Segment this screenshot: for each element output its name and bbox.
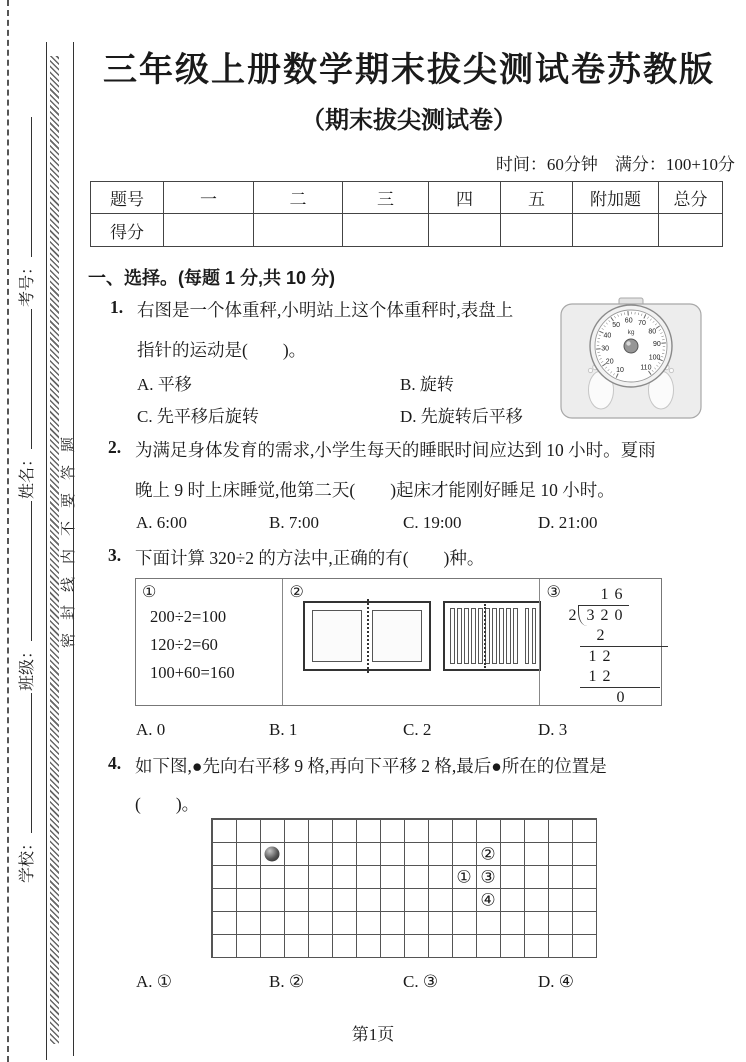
grid-position-label: ② <box>480 844 496 863</box>
division-step: 1 2 <box>580 667 660 688</box>
q1-option-c: C. 先平移后旋转 <box>137 407 259 426</box>
col-header: 三 <box>343 182 429 214</box>
division-bracket-row <box>560 605 656 626</box>
method-1-equations <box>150 603 235 687</box>
q3-option-b: B. 1 <box>269 720 298 739</box>
scale-dial <box>590 305 672 387</box>
q1-option-b: B. 旋转 <box>400 375 454 394</box>
q2-option-b: B. 7:00 <box>269 513 320 532</box>
name-label: 姓名： <box>14 307 37 499</box>
score-cell <box>164 214 254 247</box>
q2-text-line2: 晚上 9 时上床睡觉,他第二天( )起床才能刚好睡足 10 小时。 <box>135 480 615 500</box>
score-cell <box>659 214 723 247</box>
score-label: 得分 <box>91 214 164 247</box>
score-cell <box>501 214 573 247</box>
tens-rods-diagram <box>443 601 541 671</box>
name-blank-line <box>17 309 32 449</box>
ten-rod <box>478 608 483 664</box>
dial-number: 30 <box>601 345 609 353</box>
q3-text-line1: 下面计算 320÷2 的方法中,正确的有( )种。 <box>135 548 485 568</box>
ten-rod <box>471 608 476 664</box>
q3-option-a: A. 0 <box>136 720 166 739</box>
q2-text-line1: 为满足身体发育的需求,小学生每天的睡眠时间应达到 10 小时。夏雨 <box>135 440 656 460</box>
dial-number: 50 <box>612 322 620 330</box>
seal-line-left <box>46 42 47 1060</box>
q2-number: 2. <box>108 437 122 457</box>
dial-number: 100 <box>648 354 661 362</box>
rods-loose <box>525 608 537 664</box>
division-remainder: 0 <box>616 689 626 706</box>
dial-knob-highlight <box>626 341 630 345</box>
dial-number: 40 <box>603 332 612 340</box>
long-division <box>560 585 656 708</box>
ten-rod <box>525 608 530 664</box>
method-2-label: ② <box>289 584 304 601</box>
q2-option-c: C. 19:00 <box>403 513 462 532</box>
score-cell <box>573 214 659 247</box>
dial-number: 60 <box>624 317 633 325</box>
ten-rod <box>450 608 455 664</box>
division-step: 1 2 <box>588 648 612 665</box>
dial-number: 20 <box>605 358 614 366</box>
bathroom-scale-image <box>556 296 706 422</box>
school-label: 学校： <box>14 691 37 883</box>
method-1-panel <box>136 579 282 705</box>
division-dividend: 3 2 0 <box>578 605 629 626</box>
dial-number: 10 <box>616 367 624 374</box>
hundreds-flats-diagram <box>303 601 431 671</box>
ten-rod <box>457 608 462 664</box>
col-header: 题号 <box>91 182 164 214</box>
ten-rod <box>492 608 497 664</box>
class-blank-line <box>17 501 32 641</box>
q1-text-line1: 右图是一个体重秤,小明站上这个体重秤时,表盘上 <box>137 300 514 320</box>
translation-grid <box>211 818 597 958</box>
q3-option-c: C. 2 <box>403 720 432 739</box>
col-header: 二 <box>254 182 343 214</box>
ten-rod <box>532 608 537 664</box>
method-3-panel <box>539 579 661 705</box>
score-cell <box>429 214 501 247</box>
section-1-heading: 一、选择。(每题 1 分,共 10 分) <box>88 268 336 288</box>
method-2-panel <box>282 579 539 705</box>
school-blank-line <box>17 693 32 833</box>
page-title: 三年级上册数学期末拔尖测试卷苏教版 <box>103 51 715 89</box>
ten-rod <box>506 608 511 664</box>
division-step: 2 <box>580 626 668 647</box>
equation: 120÷2=60 <box>150 635 218 654</box>
halving-dotted-line <box>367 599 369 673</box>
page-edge-dashed-line <box>7 0 9 1062</box>
col-header: 附加题 <box>573 182 659 214</box>
q2-option-a: A. 6:00 <box>136 513 187 532</box>
seal-line-right <box>73 42 74 1056</box>
score-cell <box>254 214 343 247</box>
dial-number: 90 <box>653 341 661 349</box>
score-table-score-row <box>91 214 723 247</box>
q1-option-a: A. 平移 <box>137 375 192 394</box>
division-quotient: 1 6 <box>600 586 624 603</box>
hundred-flat <box>312 610 362 662</box>
method-3-label: ③ <box>546 584 561 601</box>
time-score-info: 时间：60分钟 满分：100+10分 <box>495 155 735 174</box>
hundred-flat <box>372 610 422 662</box>
rods-group <box>450 608 518 664</box>
q1-text-line2: 指针的运动是( )。 <box>137 340 307 360</box>
col-header: 四 <box>429 182 501 214</box>
score-table <box>90 181 723 247</box>
col-header: 五 <box>501 182 573 214</box>
class-label: 班级： <box>14 499 37 691</box>
grid-position-label: ③ <box>480 867 496 886</box>
dial-number: 110 <box>640 364 652 372</box>
dial-number: 80 <box>648 328 657 336</box>
q4-option-c: C. ③ <box>403 972 439 991</box>
col-header: 一 <box>164 182 254 214</box>
exam-number-blank-line <box>17 117 32 257</box>
q2-option-d: D. 21:00 <box>538 513 598 532</box>
grid-position-label: ① <box>456 867 472 886</box>
ball-marker <box>265 846 280 861</box>
col-header: 总分 <box>659 182 723 214</box>
exam-number-label: 考号： <box>14 115 37 307</box>
equation: 200÷2=100 <box>150 607 227 626</box>
q4-option-b: B. ② <box>269 972 305 991</box>
page-number: 第1页 <box>351 1025 395 1044</box>
student-info-labels <box>14 68 36 958</box>
method-1-label: ① <box>142 584 157 601</box>
score-cell <box>343 214 429 247</box>
q4-option-a: A. ① <box>136 972 173 991</box>
grid-position-label: ④ <box>480 890 496 909</box>
ten-rod <box>499 608 504 664</box>
halving-dotted-line <box>484 604 486 668</box>
q3-option-d: D. 3 <box>538 720 568 739</box>
q4-option-d: D. ④ <box>538 972 575 991</box>
equation: 100+60=160 <box>150 663 235 682</box>
q1-option-d: D. 先旋转后平移 <box>400 407 523 426</box>
q3-number: 3. <box>108 545 122 565</box>
dial-number: 70 <box>638 319 646 327</box>
division-divisor: 2 <box>568 607 577 624</box>
q4-text-line2: ( )。 <box>135 794 200 814</box>
q4-text-line1: 如下图,●先向右平移 9 格,再向下平移 2 格,最后●所在的位置是 <box>135 756 607 776</box>
seal-line-text: 密封线内不要答题 <box>61 423 77 648</box>
dial-knob <box>624 339 638 353</box>
dial-unit-label: kg <box>627 329 635 336</box>
score-table-header-row <box>91 182 723 214</box>
q4-number: 4. <box>108 753 122 773</box>
q1-number: 1. <box>110 297 124 317</box>
page-subtitle: （期末拔尖测试卷） <box>301 107 517 134</box>
q3-methods-box <box>135 578 662 706</box>
ten-rod <box>464 608 469 664</box>
ten-rod <box>513 608 518 664</box>
